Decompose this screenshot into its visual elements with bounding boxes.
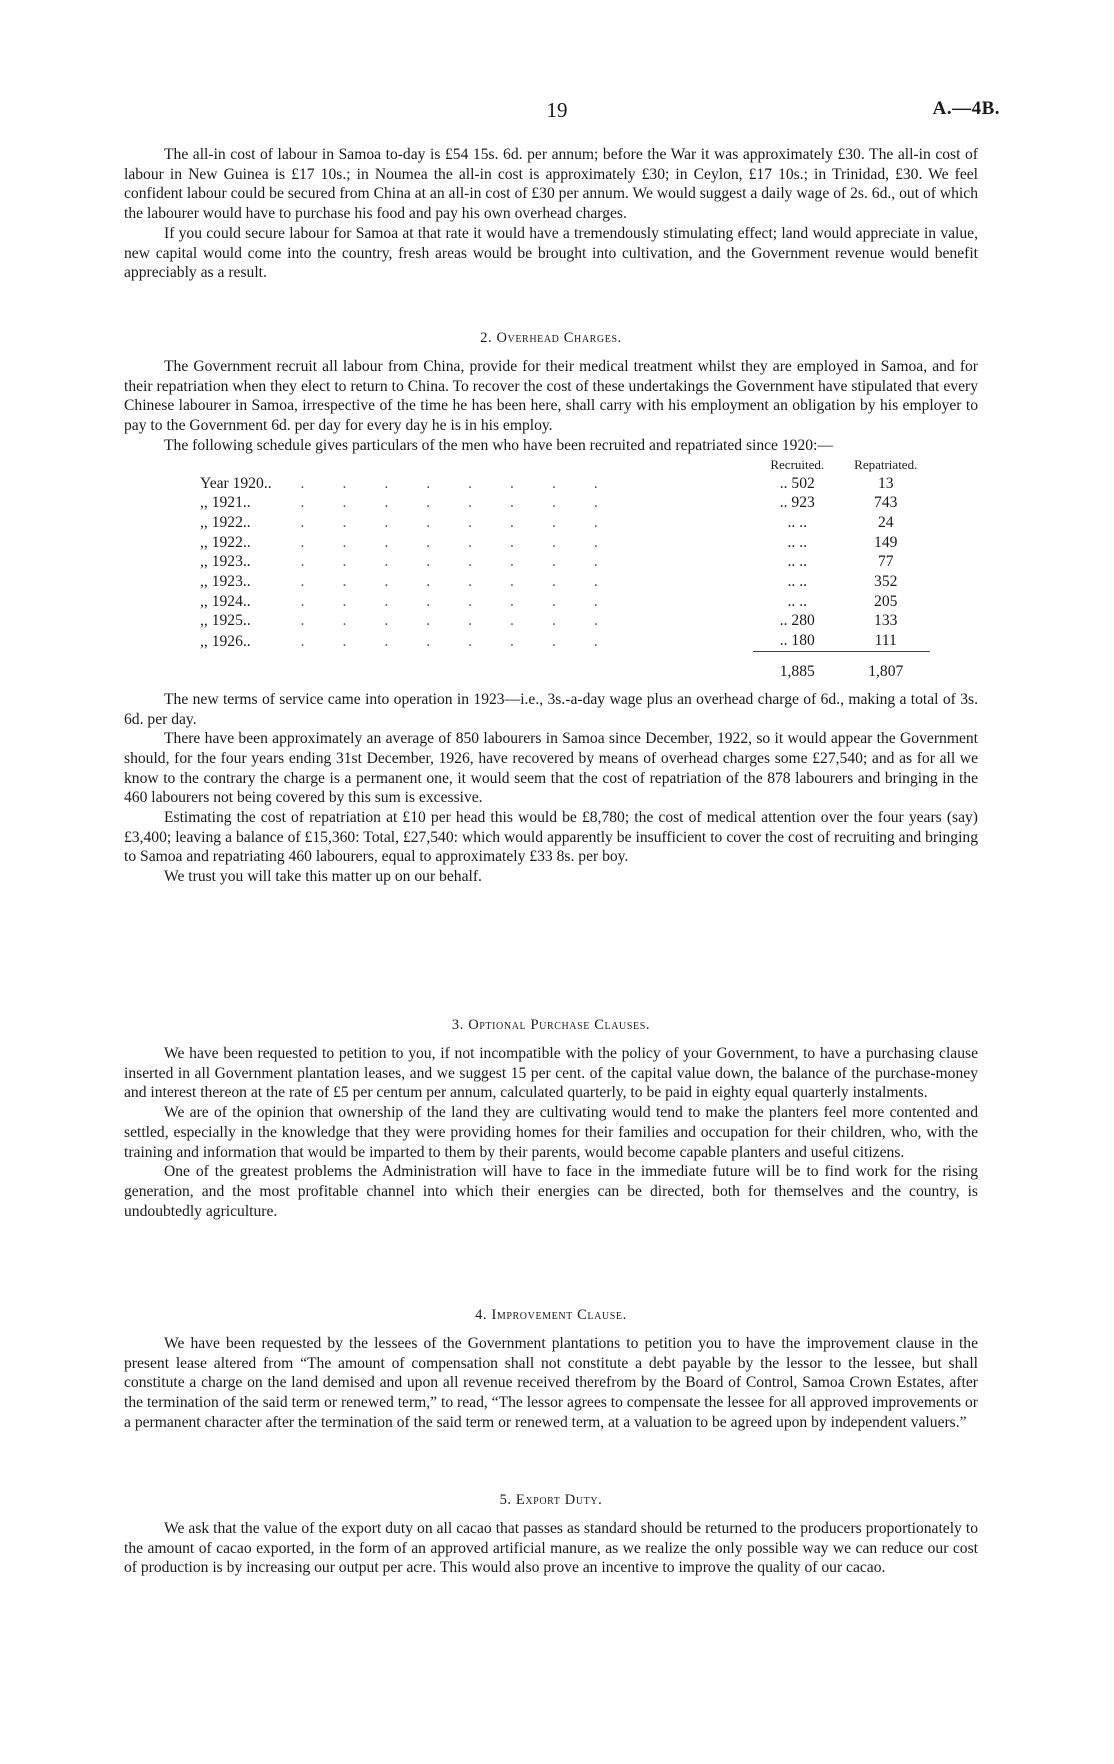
total-repatriated: 1,807 [842, 651, 931, 682]
table-total-row [200, 651, 930, 682]
intro-section [124, 145, 978, 283]
table-row: ,, 1923.. ........ .. .. 77 [200, 553, 894, 571]
section-improvement-clause [124, 1307, 978, 1433]
section-overhead-charges [124, 330, 978, 887]
table-row: ,, 1922.. ........ .. .. 24 [200, 513, 894, 531]
recruitment-schedule-table [200, 456, 930, 682]
table-row: ,, 1921.. ........ .. 923 743 [200, 494, 898, 512]
total-recruited: 1,885 [753, 651, 841, 682]
column-header-repatriated: Repatriated. [854, 456, 918, 472]
intro-paragraph-2: If you could secure labour for Samoa at that rate it would have a tremendously stimulating effect; land would appreciate in value, new capital would come into the country, fresh areas would be brought into cultivation, and the Government revenue would benefit appreciably as a result. [124, 224, 978, 282]
table-row: ,, 1926.. ........ .. 180 111 [200, 632, 897, 650]
paragraph: One of the greatest problems the Administration will have to face in the immediate future will be to find work for the rising generation, and the most profitable channel into which their energies can be directed, both for themselves and the country, is undoubtedly agriculture. [124, 1163, 978, 1220]
section-optional-purchase [124, 1017, 978, 1221]
paragraph: We have been requested by the lessees of the Government plantations to petition you to have the improvement clause in the present lease altered from “The amount of compensation shall not constitute a debt payable by the lessor to the lessee, but shall constitute a charge on the land demised and upon all revenue received therefrom by the Board of Control, Samoa Crown Estates, after the termination of the said term or renewed term,” to read, “The lessor agrees to compensate the lessee for all approved improvements or a permanent character after the termination of the said term or renewed term, at a valuation to be agreed upon by independent valuers.” [124, 1335, 978, 1431]
section-heading: 5. Export Duty. [499, 1492, 603, 1508]
section-heading: 2. Overhead Charges. [480, 330, 622, 346]
paragraph: The following schedule gives particulars of the men who have been recruited and repatriated since 1920:— [164, 436, 833, 454]
paragraph: The new terms of service came into operation in 1923—i.e., 3s.-a-day wage plus an overhead charge of 6d., making a total of 3s. 6d. per day. [124, 690, 978, 728]
document-reference: A.—4B. [932, 98, 1000, 119]
page-header [0, 98, 1114, 124]
table-row: ,, 1923.. ........ .. .. 352 [200, 573, 898, 591]
table-row: ,, 1924.. ........ .. .. 205 [200, 592, 898, 610]
paragraph: We trust you will take this matter up on our behalf. [164, 868, 482, 886]
paragraph: We have been requested to petition to you, if not incompatible with the policy of your Government, to have a purchasing clause inserted in all Government plantation leases, and we suggest 15 per cent. of the capital value down, the balance of the purchase-money and interest thereon at the rate of £5 per centum per annum, calculated quarterly, to be paid in eighty equal quarterly instalments. [124, 1045, 978, 1102]
table-row: ,, 1922.. ........ .. .. 149 [200, 533, 898, 551]
section-heading: 4. Improvement Clause. [475, 1307, 627, 1323]
column-header-recruited: Recruited. [770, 456, 825, 472]
intro-paragraph-1: The all-in cost of labour in Samoa to-day is £54 15s. 6d. per annum; before the War it was approximately £30. The all-in cost of labour in New Guinea is £17 10s.; in Noumea the all-in cost is approximately £30; in Ceylon, £17 10s.; in Trinidad, £30. We feel confident labour could be secured from China at an all-in cost of £30 per annum. We would suggest a daily wage of 2s. 6d., out of which the labourer would have to purchase his food and pay his own overhead charges. [124, 146, 978, 223]
table-header-row [200, 456, 930, 474]
page-number: 19 [546, 98, 568, 122]
paragraph: There have been approximately an average of 850 labourers in Samoa since December, 1922, so it would appear the Government should, for the four years ending 31st December, 1926, have recovered by means of overhead charges some £27,540; and as for all we know to the contrary the charge is a permanent one, it would seem that the cost of repatriation of the 878 labourers and bringing in the 460 labourers not being covered by this sum is excessive. [124, 730, 978, 807]
paragraph: The Government recruit all labour from China, provide for their medical treatment whilst they are employed in Samoa, and for their repatriation when they elect to return to China. To recover the cost of these undertakings the Government have stipulated that every Chinese labourer in Samoa, irrespective of the time he has been here, shall carry with his employment an obligation by his employer to pay to the Government 6d. per day for every day he is in his employ. [124, 358, 978, 435]
section-export-duty [124, 1492, 978, 1578]
paragraph: We are of the opinion that ownership of the land they are cultivating would tend to make the planters feel more contented and settled, especially in the knowledge that they were providing homes for their families and occupation for their children, who, with the training and information that would be imparted to them by their parents, would become capable planters and useful citizens. [124, 1104, 978, 1161]
paragraph: We ask that the value of the export duty on all cacao that passes as standard should be returned to the producers proportionately to the amount of cacao exported, in the form of an approved artificial manure, as we realize the only possible way we can reduce our cost of production is by increasing our output per acre. This would also prove an incentive to improve the quality of our cacao. [124, 1520, 978, 1577]
table-row: ,, 1925.. ........ .. 280 133 [200, 612, 898, 630]
table-row: Year 1920.. ........ .. 502 13 [200, 474, 894, 492]
section-heading: 3. Optional Purchase Clauses. [451, 1017, 651, 1033]
paragraph: Estimating the cost of repatriation at £10 per head this would be £8,780; the cost of medical attention over the four years (say) £3,400; leaving a balance of £15,360: Total, £27,540: which would apparently be insufficient to cover the cost of recruiting and bringing to Samoa and repatriating 460 labourers, equal to approximately £33 8s. per boy. [124, 809, 978, 866]
